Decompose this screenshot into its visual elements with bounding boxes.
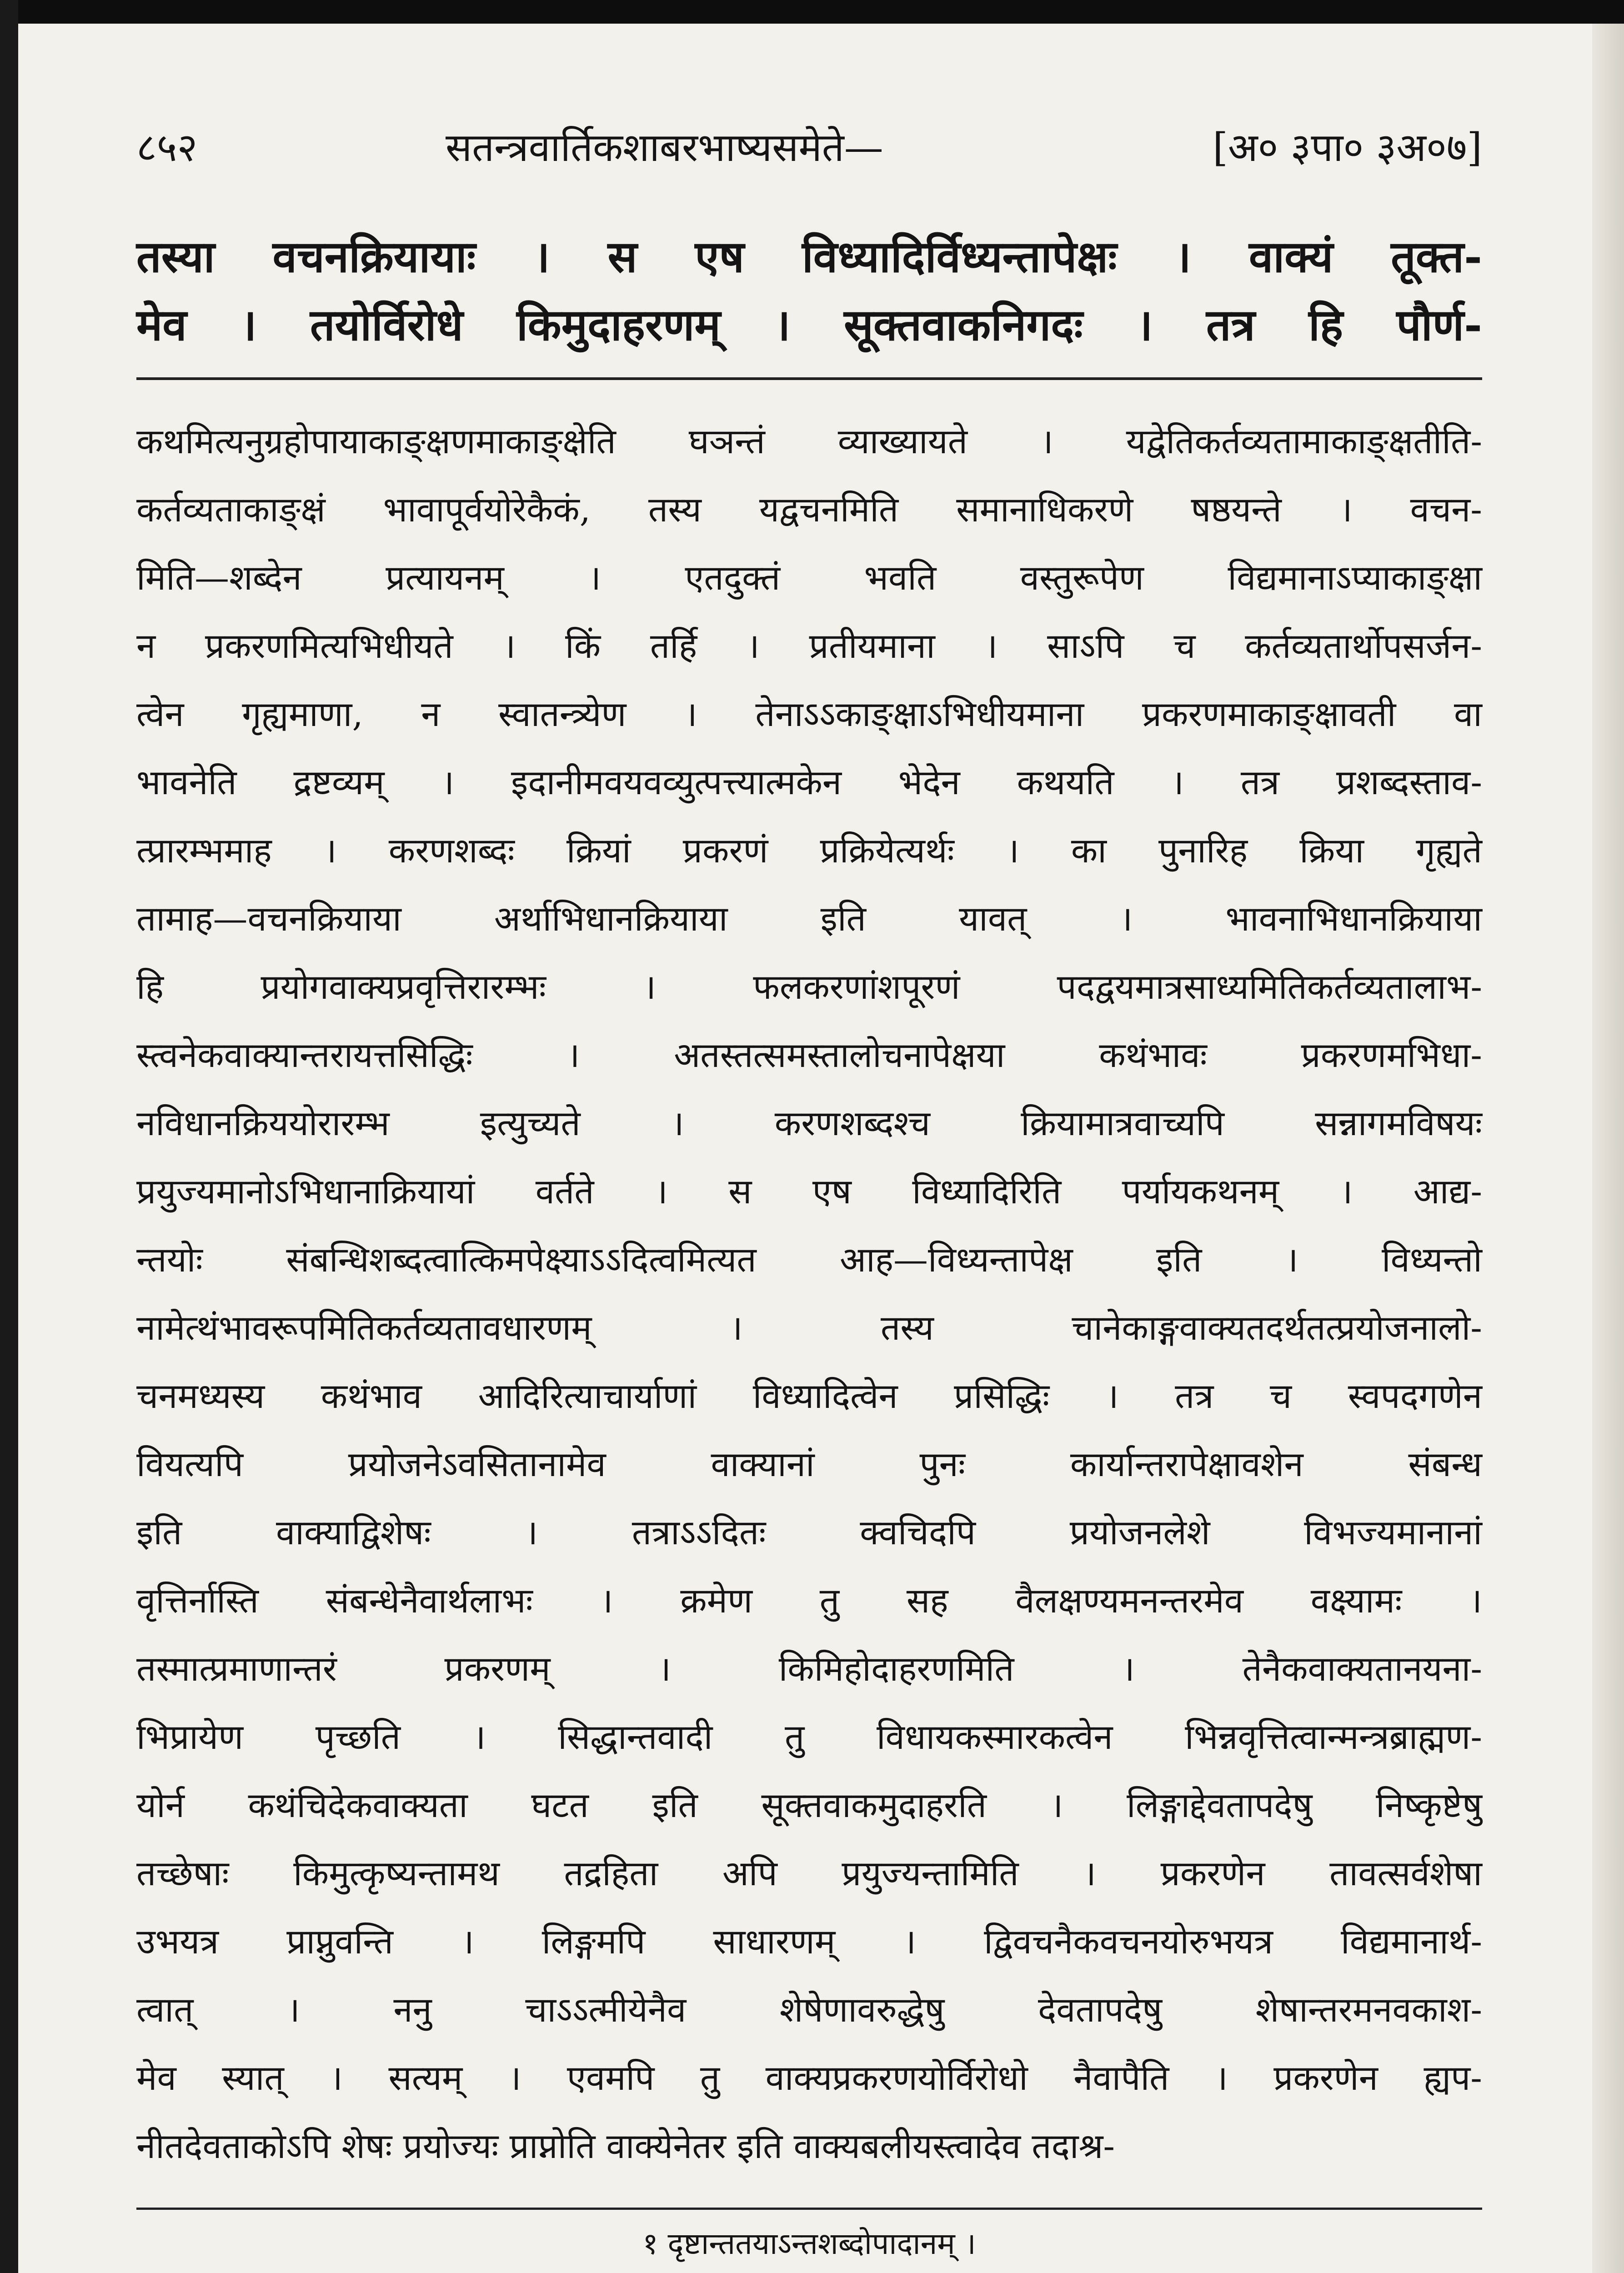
scan-top-border — [0, 0, 1624, 24]
commentary-line: वियत्यपि प्रयोजनेऽवसितानामेव वाक्यानां पुनः कार्यान्तरापेक्षावशेन संबन्ध — [136, 1444, 1482, 1484]
commentary-line: प्रयुज्यमानोऽभिधानाक्रियायां वर्तते । स एष विध्यादिरिति पर्यायकथनम् । आद्य- — [136, 1171, 1482, 1212]
commentary-line: नविधानक्रिययोरारम्भ इत्युच्यते । करणशब्दश्च क्रियामात्रवाच्यपि सन्नागमविषयः — [136, 1103, 1482, 1143]
commentary-line: चनमध्यस्य कथंभाव आदिरित्याचार्याणां विध्यादित्वेन प्रसिद्धिः । तत्र च स्वपदगणेन — [136, 1376, 1482, 1416]
separator-rule — [136, 377, 1482, 380]
footnote-rule — [136, 2208, 1482, 2210]
page-number: ८५२ — [136, 125, 198, 170]
commentary-line: तामाह—वचनक्रियाया अर्थाभिधानक्रियाया इति यावत् । भावनाभिधानक्रियाया — [136, 898, 1482, 939]
commentary-line: मिति—शब्देन प्रत्यायनम् । एतदुक्तं भवति वस्तुरूपेण विद्यमानाऽप्याकाङ्क्षा — [136, 557, 1482, 598]
commentary-line: उभयत्र प्राप्नुवन्ति । लिङ्गमपि साधारणम् । द्विवचनैकवचनयोरुभयत्र विद्यमानार्थ- — [136, 1921, 1482, 1962]
scan-left-border — [0, 0, 18, 2273]
running-head — [136, 114, 1482, 182]
commentary-line: त्वेन गृह्यमाणा, न स्वातन्त्र्येण । तेनाऽऽकाङ्क्षाऽभिधीयमाना प्रकरणमाकाङ्क्षावती वा — [136, 694, 1482, 734]
chapter-reference: [अ० ३पा० ३अ०७] — [1213, 125, 1482, 170]
commentary-line: कथमित्यनुग्रहोपायाकाङ्क्षणमाकाङ्क्षेति घञन्तं व्याख्यायते । यद्वेतिकर्तव्यतामाकाङ्क्षतीति- — [136, 421, 1482, 461]
bhashya-line: तस्या वचनक्रियायाः । स एष विध्यादिर्विध्यन्तापेक्षः । वाक्यं तूक्त- — [136, 231, 1482, 282]
commentary-line: तस्मात्प्रमाणान्तरं प्रकरणम् । किमिहोदाहरणमिति । तेनैकवाक्यतानयना- — [136, 1648, 1482, 1689]
running-title: सतन्त्रवार्तिकशाबरभाष्यसमेते— — [446, 125, 883, 170]
scan-right-edge — [1592, 24, 1624, 2273]
commentary-line: नीतदेवताकोऽपि शेषः प्रयोज्यः प्राप्नोति वाक्येनेतर इति वाक्यबलीयस्त्वादेव तदाश्र- — [136, 2126, 1115, 2166]
commentary-line: भिप्रायेण पृच्छति । सिद्धान्तवादी तु विधायकस्मारकत्वेन भिन्नवृत्तित्वान्मन्त्रब्राह्मण- — [136, 1717, 1482, 1757]
book-page — [136, 114, 1482, 2273]
commentary-line: इति वाक्याद्विशेषः । तत्राऽऽदितः क्वचिदपि प्रयोजनलेशे विभज्यमानानां — [136, 1512, 1482, 1552]
commentary-line: हि प्रयोगवाक्यप्रवृत्तिरारम्भः । फलकरणांशपूरणं पदद्वयमात्रसाध्यमितिकर्तव्यतालाभ- — [136, 966, 1482, 1007]
commentary-line: भावनेति द्रष्टव्यम् । इदानीमवयवव्युत्पत्त्यात्मकेन भेदेन कथयति । तत्र प्रशब्दस्ताव- — [136, 762, 1482, 802]
commentary-line: वृत्तिर्नास्ति संबन्धेनैवार्थलाभः । क्रमेण तु सह वैलक्षण्यमनन्तरमेव वक्ष्यामः । — [136, 1580, 1482, 1621]
commentary-line: स्त्वनेकवाक्यान्तरायत्तसिद्धिः । अतस्तत्समस्तालोचनापेक्षया कथंभावः प्रकरणमभिधा- — [136, 1035, 1482, 1075]
commentary-line: न्तयोः संबन्धिशब्दत्वात्किमपेक्ष्याऽऽदित्वमित्यत आह—विध्यन्तापेक्ष इति । विध्यन्तो — [136, 1239, 1482, 1280]
commentary-line: तच्छेषाः किमुत्कृष्यन्तामथ तद्रहिता अपि प्रयुज्यन्तामिति । प्रकरणेन तावत्सर्वशेषा — [136, 1853, 1482, 1893]
footnote: १ दृष्टान्ततयाऽन्तशब्दोपादानम् । — [642, 2226, 976, 2261]
bhashya-line: मेव । तयोर्विरोधे किमुदाहरणम् । सूक्तवाकनिगदः । तत्र हि पौर्ण- — [136, 299, 1482, 350]
bhashya-text — [136, 223, 1482, 359]
commentary-line: त्प्रारम्भमाह । करणशब्दः क्रियां प्रकरणं प्रक्रियेत्यर्थः । का पुनारिह क्रिया गृह्यते — [136, 830, 1482, 871]
commentary-line: नामेत्थंभावरूपमितिकर्तव्यतावधारणम् । तस्य चानेकाङ्गवाक्यतदर्थतत्प्रयोजनालो- — [136, 1307, 1482, 1348]
commentary-line: योर्न कथंचिदेकवाक्यता घटत इति सूक्तवाकमुदाहरति । लिङ्गाद्देवतापदेषु निष्कृष्टेषु — [136, 1785, 1482, 1825]
commentary-line: त्वात् । ननु चाऽऽत्मीयेनैव शेषेणावरुद्धेषु देवतापदेषु शेषान्तरमनवकाश- — [136, 1989, 1482, 2030]
commentary-line: कर्तव्यताकाङ्क्षं भावापूर्वयोरेकैकं, तस्य यद्वचनमिति समानाधिकरणे षष्ठयन्ते । वचन- — [136, 489, 1482, 530]
commentary-line: न प्रकरणमित्यभिधीयते । किं तर्हि । प्रतीयमाना । साऽपि च कर्तव्यतार्थोपसर्जन- — [136, 626, 1482, 666]
commentary-line: मेव स्यात् । सत्यम् । एवमपि तु वाक्यप्रकरणयोर्विरोधो नैवापैति । प्रकरणेन ह्यप- — [136, 2058, 1482, 2098]
vartika-commentary — [136, 407, 1482, 2180]
